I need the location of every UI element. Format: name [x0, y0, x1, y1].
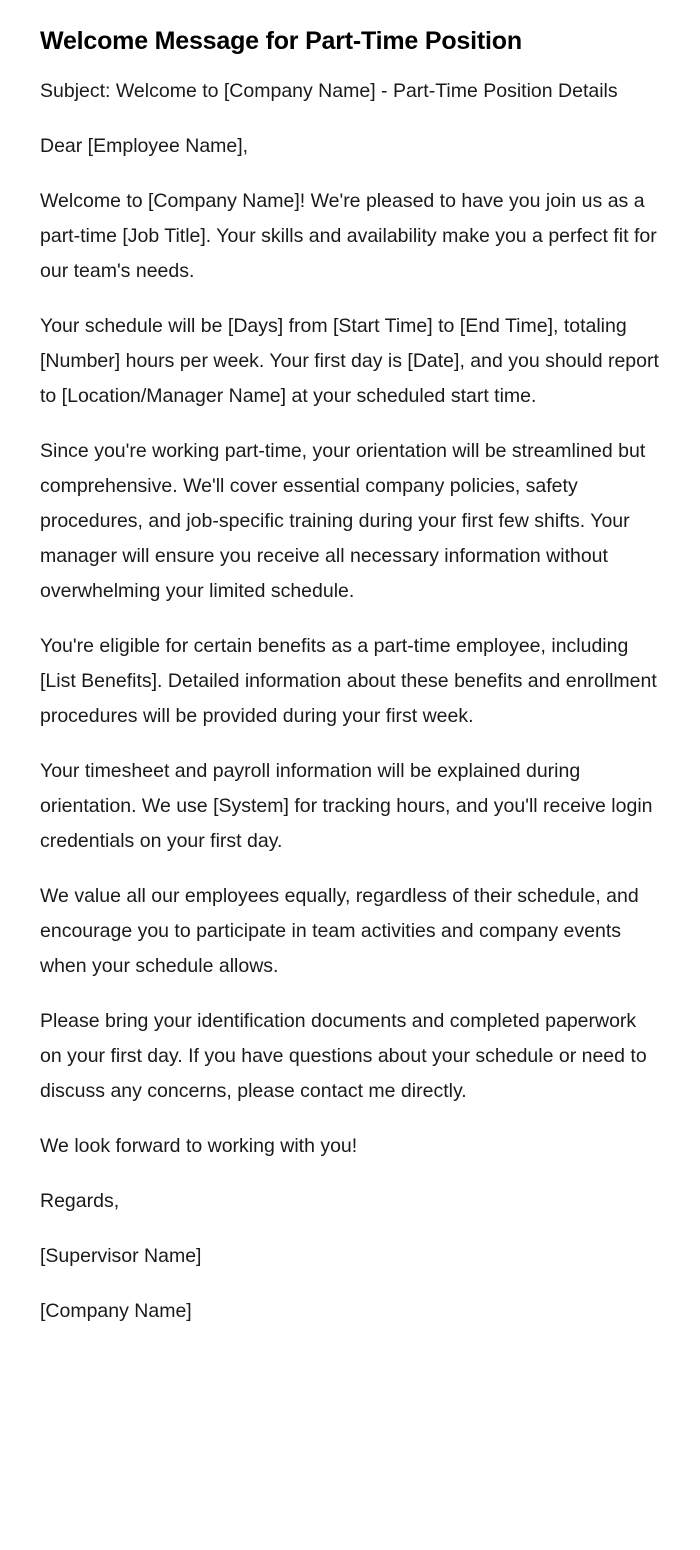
closing: Regards,	[40, 1190, 120, 1212]
body-paragraph: You're eligible for certain benefits as a part-time employee, including [List Benefits]. Detailed information about these benefits and enrollment procedures will be provided during your first week.	[40, 635, 657, 727]
signature-company: [Company Name]	[40, 1300, 192, 1322]
body-paragraph: We look forward to working with you!	[40, 1135, 358, 1157]
signature-name: [Supervisor Name]	[40, 1245, 202, 1267]
subject-line: Subject: Welcome to [Company Name] - Part-Time Position Details	[40, 80, 618, 102]
greeting: Dear [Employee Name],	[40, 135, 249, 157]
body-paragraph: Since you're working part-time, your orientation will be streamlined but comprehensive. We'll cover essential company policies, safety procedures, and job-specific training during your first few shifts. Your manager will ensure you receive all necessary information without overwhelming your limited schedule.	[40, 440, 646, 602]
body-paragraph: We value all our employees equally, regardless of their schedule, and encourage you to participate in team activities and company events when your schedule allows.	[40, 885, 639, 977]
body-paragraph: Your schedule will be [Days] from [Start Time] to [End Time], totaling [Number] hours per week. Your first day is [Date], and you should report to [Location/Manager Name] at your scheduled start time.	[40, 315, 659, 407]
body-paragraph: Your timesheet and payroll information will be explained during orientation. We use [System] for tracking hours, and you'll receive login credentials on your first day.	[40, 760, 653, 852]
body-paragraph: Welcome to [Company Name]! We're pleased to have you join us as a part-time [Job Title]. Your skills and availability make you a perfect fit for our team's needs.	[40, 190, 657, 282]
document-title: Welcome Message for Part-Time Position	[40, 27, 522, 55]
body-paragraph: Please bring your identification documents and completed paperwork on your first day. If you have questions about your schedule or need to discuss any concerns, please contact me directly.	[40, 1010, 647, 1102]
